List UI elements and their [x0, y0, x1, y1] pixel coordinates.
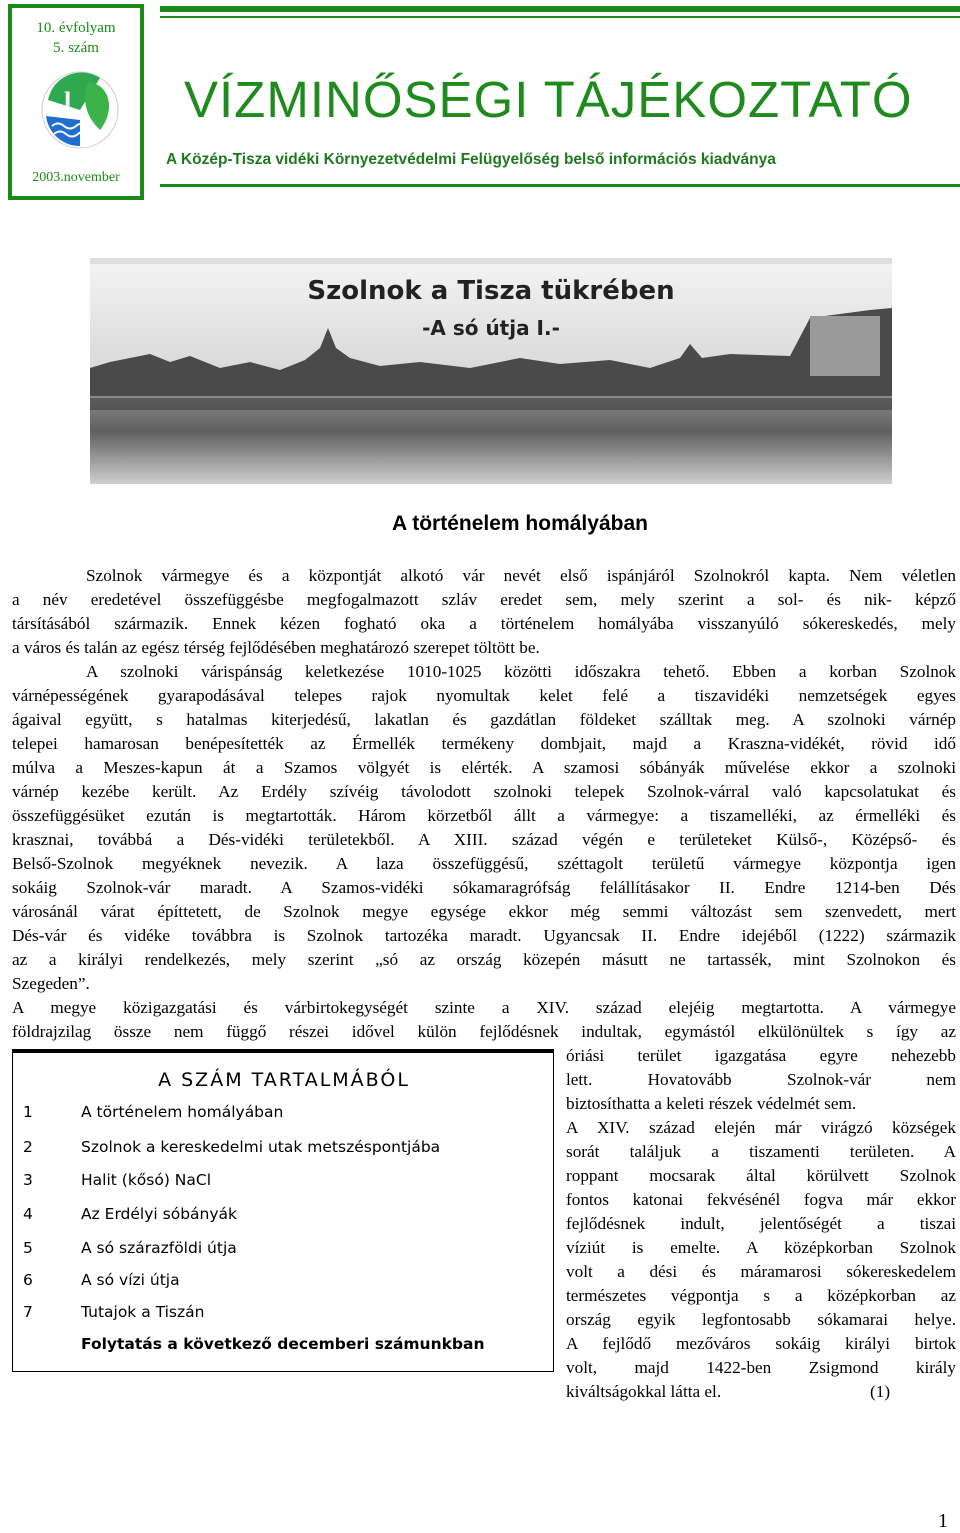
text-line: A fejlődő mezőváros sokáig királyi birtok — [566, 1334, 956, 1353]
text-line: óriási terület igazgatása egyre nehezebb — [566, 1046, 956, 1065]
text-line: lett. Hovatovább Szolnok-vár nem — [566, 1070, 956, 1089]
toc-item-number: 4 — [23, 1205, 33, 1223]
text-line: múlva a Meszes-kapun át a Szamos völgyét is elérték. A szamosi sóbányák művelése ekkor a szolnoki — [12, 758, 956, 777]
toc-item — [23, 1239, 237, 1257]
text-line: roppant mocsarak által körülvett Szolnok — [566, 1166, 956, 1185]
issue-box — [8, 4, 144, 200]
toc-item-label: Halit (kősó) NaCl — [81, 1171, 212, 1189]
text-line: az a királyi rendelkezés, mely szerint „só az ország közepén másutt ne tartassék, mint Szolnokon és — [12, 950, 956, 969]
toc-item-label: Az Erdélyi sóbányák — [81, 1205, 238, 1223]
newsletter-subtitle: A Közép-Tisza vidéki Környezetvédelmi Felügyelőség belső információs kiadványa — [166, 151, 776, 168]
toc-item-label: A történelem homályában — [81, 1103, 284, 1121]
text-line: társításából származik. Ennek kézen fogható oka a történelem homályába visszanyúló sókereskedés, mely — [12, 614, 956, 633]
text-line: A megye közigazgatási és várbirtokegységét szinte a XIV. század elejéig megtartotta. A vármegye — [12, 998, 956, 1017]
contents-continued-note: Folytatás a következő decemberi számunkban — [81, 1335, 485, 1353]
text-line: A XIV. század elején már virágzó községek — [566, 1118, 956, 1137]
text-line: fejlődésnek indult, jelentőségét a tiszai — [566, 1214, 956, 1233]
contents-title: A SZÁM TARTALMÁBÓL — [158, 1069, 410, 1091]
header-rule-bottom — [160, 184, 960, 187]
toc-item-label: Szolnok a kereskedelmi utak metszéspontjába — [81, 1138, 441, 1156]
header-rule-top-thin — [160, 16, 960, 18]
text-line: összefüggésüket ezután is megtartották. Három körzetből állt a vármegye: a tiszamelléki, az érmelléki és — [12, 806, 956, 825]
text-line: A szolnoki várispánság keletkezése 1010-1025 közötti időszakra tehető. Ebben a korban Szolnok — [86, 662, 956, 681]
banner-subtitle: -A só útja I.- — [422, 316, 560, 340]
text-line: városánál várat építtetett, de Szolnok megye egysége ekkor még semmi változást sem szenvedett, mert — [12, 902, 956, 921]
text-line: víziút is emelte. A középkorban Szolnok — [566, 1238, 956, 1257]
text-line: földrajzilag össze nem függő részei idővel külön fejlődésnek indultak, egymástól elkülönültek s így az — [12, 1022, 956, 1041]
toc-item — [23, 1271, 180, 1289]
newsletter-title: VÍZMINŐSÉGI TÁJÉKOZTATÓ — [184, 71, 913, 128]
text-line: sokáig Szolnok-vár maradt. A Szamos-vidéki sókamaragrófság felállításakor II. Endre 1214-ben Dés — [12, 878, 956, 897]
text-line: fontos katonai fekvésénél fogva már ekkor — [566, 1190, 956, 1209]
toc-item-number: 7 — [23, 1303, 33, 1321]
agency-logo — [40, 70, 120, 150]
toc-item — [23, 1205, 237, 1223]
toc-item — [23, 1303, 204, 1321]
contents-box — [12, 1052, 554, 1372]
text-line: természetes végpontja s a középkorban az — [566, 1286, 956, 1305]
toc-item-label: Tutajok a Tiszán — [81, 1303, 205, 1321]
toc-item-number: 3 — [23, 1171, 33, 1189]
toc-item-number: 2 — [23, 1138, 33, 1156]
text-line: krasznai, továbbá a Dés-vidéki területekből. A XIII. század végén e területeket Külső-, Középső- és — [12, 830, 956, 849]
text-line: várnép kezébe került. Az Erdély szívéig távolodott szolnoki telepek Szolnok-várral való kapcsolatukat és — [12, 782, 956, 801]
toc-item-label: A só vízi útja — [81, 1271, 180, 1289]
banner-title: Szolnok a Tisza tükrében — [307, 276, 675, 306]
text-line: Szegeden”. — [12, 974, 90, 993]
text-line: volt, majd 1422-ben Zsigmond király — [566, 1358, 956, 1377]
header-rule-top — [160, 6, 960, 12]
text-line: kiváltságokkal látta el. — [566, 1382, 722, 1401]
banner-photo — [90, 258, 892, 484]
text-line: várnépességének gyarapodásával telepes rajok nyomultak kelet felé a tiszavidéki nemzetségek egyes — [12, 686, 956, 705]
toc-item-number: 1 — [23, 1103, 33, 1121]
toc-item-label: A só szárazföldi útja — [81, 1239, 237, 1257]
toc-item — [23, 1103, 283, 1121]
text-line: Dés-vár és vidéke továbbra is Szolnok tartozéka maradt. Ugyancsak II. Endre idejéből (1222) származik — [12, 926, 956, 945]
article-heading: A történelem homályában — [392, 512, 648, 535]
toc-item — [23, 1138, 440, 1156]
text-line: sorát találjuk a tiszamenti területen. A — [566, 1142, 956, 1161]
volume-label: 10. évfolyam — [36, 20, 116, 36]
text-line: biztosíthatta a keleti részek védelmét sem. — [566, 1094, 857, 1113]
page-number: 1 — [938, 1510, 948, 1532]
text-line: volt a dési és máramarosi sókereskedelem — [566, 1262, 956, 1281]
text-line: ágaival együtt, s hatalmas kiterjedésű, lakatlan és gazdátlan földeket szálltak meg. A szolnoki várnép — [12, 710, 956, 729]
issue-date: 2003.november — [32, 170, 120, 185]
footnote-mark: (1) — [870, 1382, 891, 1401]
issue-label: 5. szám — [53, 40, 99, 56]
text-line: a név eredetével összefüggésbe megfogalmazott szláv eredet sem, mely szerint a sol- és nik- képző — [12, 590, 956, 609]
text-line: telepei hamarosan benépesítették az Érmellék termékeny dombjait, majd a Kraszna-vidékét, rövid idő — [12, 734, 956, 753]
text-line: a város és talán az egész térség fejlődésében meghatározó szerepet töltött be. — [12, 638, 540, 657]
toc-item-number: 6 — [23, 1271, 33, 1289]
text-line: ország egyik legfontosabb sókamarai helye. — [566, 1310, 956, 1329]
text-line: Szolnok vármegye és a központját alkotó vár nevét első ispánjáról Szolnokról kapta. Nem véletlen — [86, 566, 956, 585]
text-line: Belső-Szolnok megyéknek nevezik. A laza összefüggésű, széttagolt területű vármegye központja igen — [12, 854, 956, 873]
toc-item-number: 5 — [23, 1239, 33, 1257]
toc-item — [23, 1171, 211, 1189]
logo-letter: l — [64, 87, 72, 116]
